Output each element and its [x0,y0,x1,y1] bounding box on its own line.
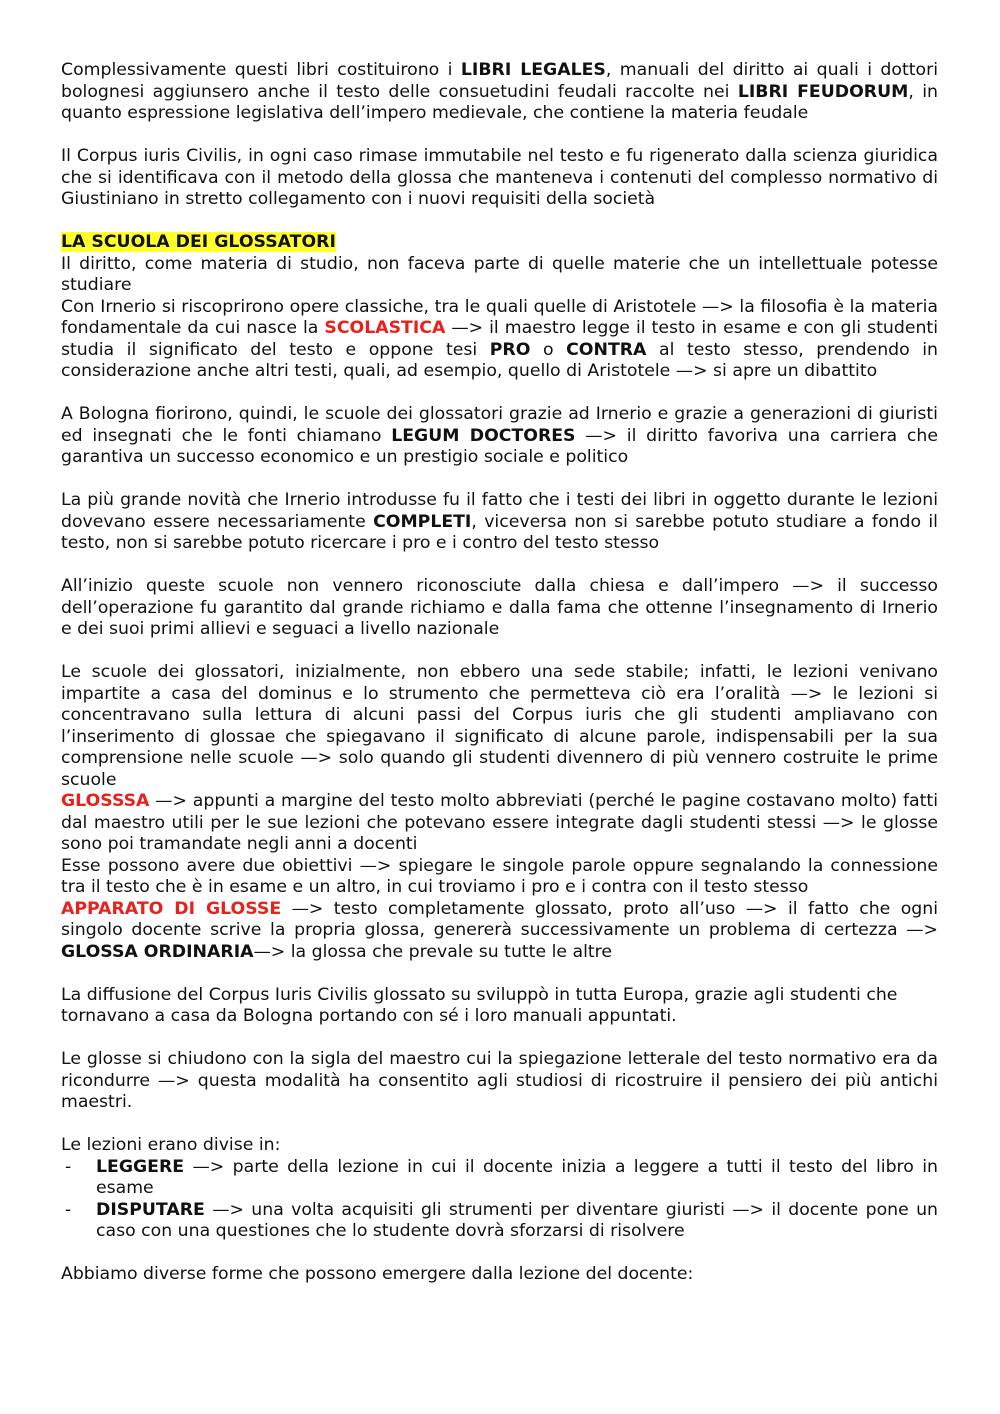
paragraph-irnerio-scolastica [61,297,938,383]
red-term-glosssa: GLOSSSA [61,791,150,811]
paragraph-corpus-iuris: Il Corpus iuris Civilis, in ogni caso rimase immutabile nel testo e fu rigenerato dalla scienza giuridica che si identificava con il metodo della glossa che manteneva i contenuti del complesso normativo di Giustiniano in stretto collegamento con i nuovi requisiti della società [61,146,938,209]
paragraph-diritto-materia: Il diritto, come materia di studio, non faceva parte di quelle materie che un intellettuale potesse studiare [61,253,938,295]
paragraph-diffusione: La diffusione del Corpus Iuris Civilis glossato su sviluppò in tutta Europa, grazie agli studenti che tornavano a casa da Bologna portando con sé i loro manuali appuntati. [61,984,898,1026]
text-run: La più grande novità che Irnerio introdusse fu il fatto che i testi dei libri in oggetto durante le lezioni dovevano essere necessariamente [61,490,938,532]
dash-bullet: - [65,1199,72,1220]
paragraph-sigla-maestro: Le glosse si chiudono con la sigla del maestro cui la spiegazione letterale del testo normativo era da ricondurre —> questa modalità ha consentito agli studiosi di ricostruire il pensiero dei più antichi maestri. [61,1049,938,1112]
text-run: —> il maestro legge il testo in esame e con gli studenti studia il significato del testo e oppone tesi [61,318,938,360]
bold-term-libri-legales: LIBRI LEGALES [460,60,606,80]
text-run: , in quanto espressione legislativa dell’impero medievale, che contiene la materia feudale [61,81,938,123]
text-run: —> una volta acquisiti gli strumenti per diventare giuristi —> il docente pone un caso con una questiones che lo studente dovrà sforzarsi di risolvere [96,1199,938,1241]
paragraph-lezioni-intro: Le lezioni erano divise in: [61,1135,281,1155]
red-term-apparato-di-glosse: APPARATO DI GLOSSE [61,898,282,919]
highlighted-heading-text: LA SCUOLA DEI GLOSSATORI [61,232,336,252]
text-run: —> appunti a margine del testo molto abbreviati (perché le pagine costavano molto) fatti dal maestro utili per le sue lezioni che potevano essere integrate dagli studenti stessi —> le glosse sono poi tramandate negli anni a docenti [61,791,938,854]
text-run: —> testo completamente glossato, proto all’uso —> il fatto che ogni singolo docente scrive la propria glossa, genererà successivamente un problema di certezza —> [61,898,938,940]
paragraph-obiettivi: Esse possono avere due obiettivi —> spiegare le singole parole oppure segnalando la connessione tra il testo che è in esame e un altro, in cui troviamo i pro e i contra con il testo stesso [61,855,938,897]
bold-term-disputare: DISPUTARE [96,1199,205,1220]
paragraph-sede-scuole: Le scuole dei glossatori, inizialmente, non ebbero una sede stabile; infatti, le lezioni venivano impartite a casa del dominus e lo strumento che permetteva ciò era l’oralità —> le lezioni si concentravano sulla lettura di alcuni passi del Corpus iuris che gli studenti ampliavano con l’inserimento di glossae che spiegavano il significato di alcune parole, indispensabili per la sua comprensione nelle scuole —> solo quando gli studenti divennero di più vennero costruite le prime scuole [61,662,938,790]
bold-term-completi: COMPLETI [373,511,472,532]
red-term-scolastica: SCOLASTICA [324,318,446,338]
text-run: A Bologna fiorirono, quindi, le scuole dei glossatori grazie ad Irnerio e grazie a generazioni di giuristi ed insegnati che le fonti chiamano [61,404,938,446]
paragraph-forme: Abbiamo diverse forme che possono emergere dalla lezione del docente: [61,1264,694,1284]
lessons-list [61,1157,938,1243]
paragraph-apparato [61,899,938,964]
dash-bullet: - [65,1156,72,1177]
bold-term-libri-feudorum: LIBRI FEUDORUM [737,81,909,102]
bold-term-glossa-ordinaria: GLOSSA ORDINARIA [61,941,254,962]
paragraph-bologna [61,404,938,469]
document-page [61,60,938,1286]
text-run: , manuali del diritto ai quali i dottori bolognesi aggiunsero anche il testo delle consuetudini feudali raccolte nei [61,60,938,102]
bold-term-leggere: LEGGERE [96,1156,185,1177]
list-item [61,1157,938,1200]
bold-term-pro: PRO [489,339,531,360]
text-run: —> il diritto favoriva una carriera che garantiva un successo economico e un prestigio sociale e politico [61,425,938,467]
paragraph-novita [61,490,938,555]
text-run: Complessivamente questi libri costituirono i [61,60,461,80]
text-run: —> parte della lezione in cui il docente inizia a leggere a tutti il testo del libro in esame [96,1156,938,1198]
paragraph-glossa [61,791,938,856]
list-item [61,1200,938,1243]
text-run: o [530,339,567,360]
bold-term-contra: CONTRA [566,339,647,360]
paragraph-libri-legales [61,60,938,125]
text-run: , viceversa non si sarebbe potuto studiare a fondo il testo, non si sarebbe potuto ricercare i pro e i contro del testo stesso [61,511,938,553]
section-heading [61,232,938,254]
bold-term-legum-doctores: LEGUM DOCTORES [391,425,576,446]
paragraph-riconoscimento: All’inizio queste scuole non vennero riconosciute dalla chiesa e dall’impero —> il successo dell’operazione fu garantito dal grande richiamo e dalla fama che ottenne l’insegnamento di Irnerio e dei suoi primi allievi e seguaci a livello nazionale [61,576,938,639]
text-run: —> la glossa che prevale su tutte le altre [253,941,613,962]
text-run: Con Irnerio si riscoprirono opere classiche, tra le quali quelle di Aristotele —> la filosofia è la materia fondamentale da cui nasce la [61,296,938,338]
text-run: al testo stesso, prendendo in considerazione anche altri testi, quali, ad esempio, quello di Aristotele —> si apre un dibattito [61,339,939,381]
